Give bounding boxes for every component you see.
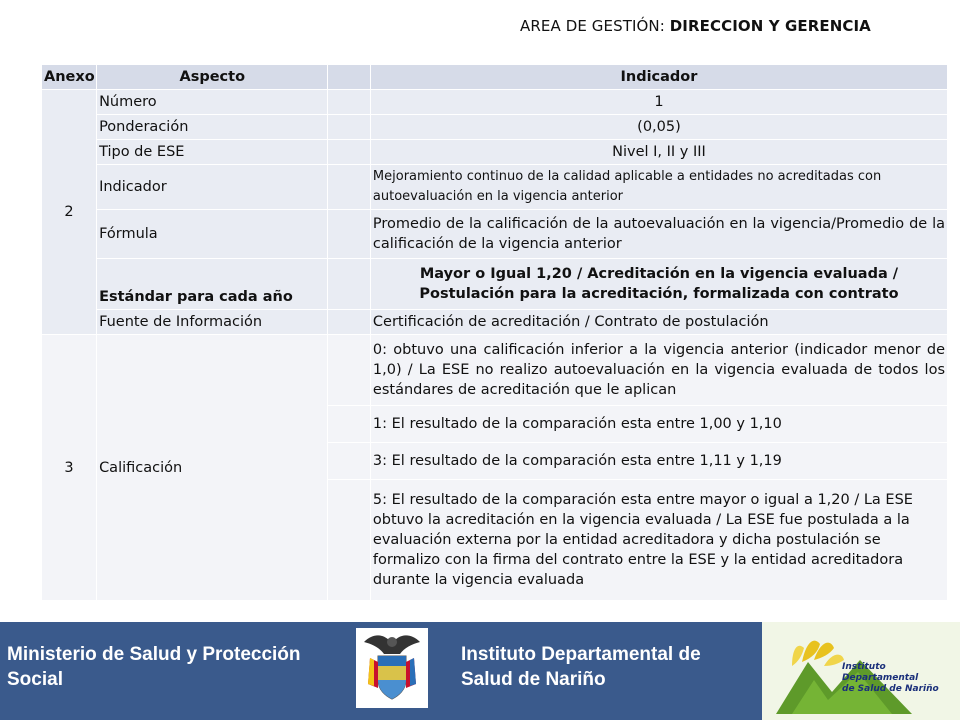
spacer-cell (328, 310, 370, 335)
table-row (42, 259, 948, 310)
spacer-cell (328, 140, 370, 165)
spacer-cell (328, 259, 370, 310)
table-row (42, 165, 948, 210)
table-header-row (42, 65, 948, 90)
formula-value: Promedio de la calificación de la autoevaluación en la vigencia/Promedio de la calificación de la vigencia anterior (370, 210, 947, 259)
estandar-value: Mayor o Igual 1,20 / Acreditación en la vigencia evaluada / Postulación para la acreditación, formalizada con contrato (370, 259, 947, 310)
coat-of-arms-frame (356, 628, 428, 708)
numero-label: Número (97, 90, 328, 115)
logo-line-2: Departamental (842, 673, 919, 683)
instituto-title: Instituto Departamental de Salud de Nariño (461, 644, 701, 690)
spacer-cell (328, 480, 370, 601)
calificacion-0: 0: obtuvo una calificación inferior a la vigencia anterior (indicador menor de 1,0) / La ESE no realizo autoevaluación en la vigencia evaluada de todos los estándares de acreditación que le aplican (370, 335, 947, 406)
col-header-indicador: Indicador (370, 65, 947, 90)
numero-value: 1 (370, 90, 947, 115)
table-row (42, 115, 948, 140)
anexo-2-cell: 2 (42, 90, 97, 335)
calificacion-3: 3: El resultado de la comparación esta entre 1,11 y 1,19 (370, 443, 947, 480)
col-header-aspecto: Aspecto (97, 65, 328, 90)
anexo-3-cell: 3 (42, 335, 97, 601)
colombia-coat-of-arms-icon (356, 628, 428, 708)
spacer-cell (328, 406, 370, 443)
ponderacion-label: Ponderación (97, 115, 328, 140)
area-prefix: AREA DE GESTIÓN: (520, 17, 670, 35)
indicator-table (42, 65, 948, 601)
area-name: DIRECCION Y GERENCIA (669, 17, 871, 35)
spacer-cell (328, 165, 370, 210)
spacer-cell (328, 210, 370, 259)
formula-label: Fórmula (97, 210, 328, 259)
ids-logo-text (842, 662, 939, 695)
logo-line-3: de Salud de Nariño (842, 684, 939, 694)
calificacion-label: Calificación (97, 335, 328, 601)
calificacion-1: 1: El resultado de la comparación esta entre 1,00 y 1,10 (370, 406, 947, 443)
area-title (520, 17, 871, 35)
calificacion-5: 5: El resultado de la comparación esta entre mayor o igual a 1,20 / La ESE obtuvo la acreditación en la vigencia evaluada / La ESE fue postulada a la evaluación externa por la entidad acreditadora y dicha postulación se formalizo con la firma del contrato entre la ESE y la entidad acreditadora durante la vigencia evaluada (370, 480, 947, 601)
fuente-label: Fuente de Información (97, 310, 328, 335)
estandar-label: Estándar para cada año (97, 259, 328, 310)
table-row (42, 335, 948, 406)
tipo-ese-label: Tipo de ESE (97, 140, 328, 165)
table-row (42, 140, 948, 165)
ministerio-title: Ministerio de Salud y Protección Social (7, 644, 301, 690)
spacer-cell (328, 443, 370, 480)
table-row (42, 90, 948, 115)
indicador-value: Mejoramiento continuo de la calidad aplicable a entidades no acreditadas con autoevaluación en la vigencia anterior (370, 165, 947, 210)
table-row (42, 210, 948, 259)
spacer-cell (328, 115, 370, 140)
spacer-cell (328, 90, 370, 115)
ids-logo-panel (762, 622, 960, 720)
indicador-label: Indicador (97, 165, 328, 210)
spacer-cell (328, 335, 370, 406)
col-header-anexo: Anexo (42, 65, 97, 90)
tipo-ese-value: Nivel I, II y III (370, 140, 947, 165)
fuente-value: Certificación de acreditación / Contrato de postulación (370, 310, 947, 335)
table-row (42, 310, 948, 335)
ponderacion-value: (0,05) (370, 115, 947, 140)
logo-line-1: Instituto (842, 662, 886, 672)
col-header-spacer (328, 65, 370, 90)
